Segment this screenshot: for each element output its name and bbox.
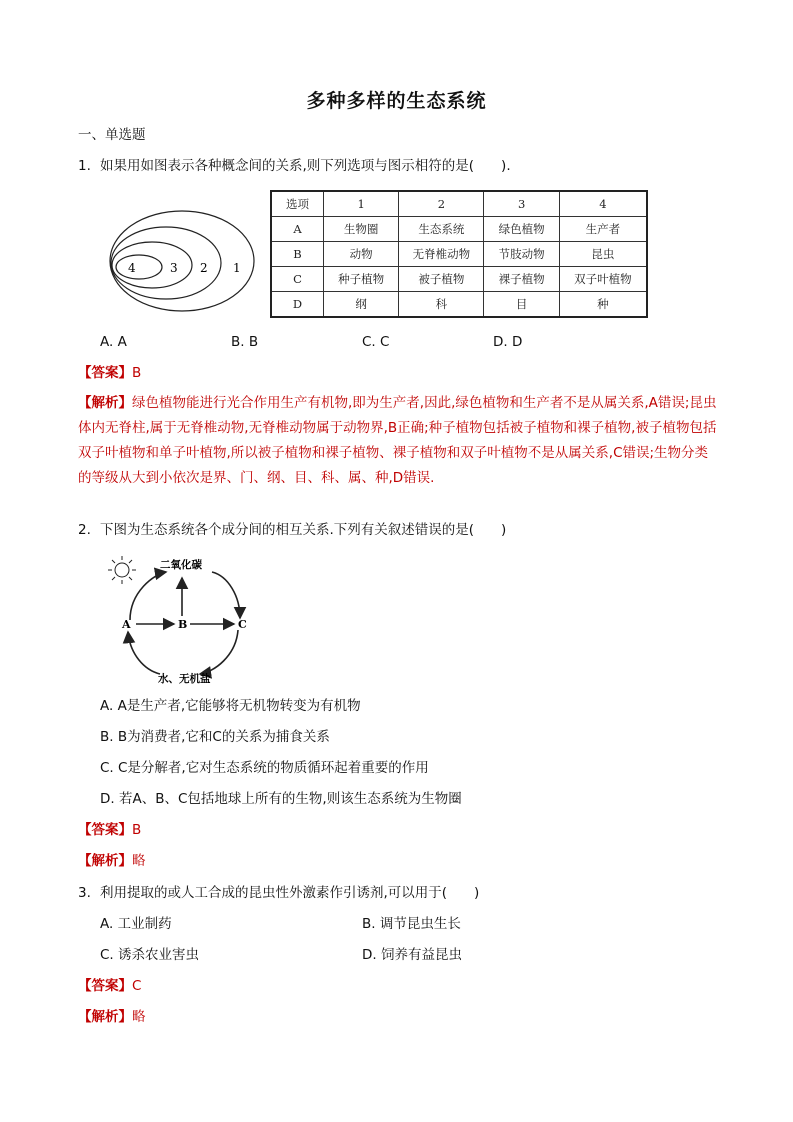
- q1-options-table: [270, 190, 648, 318]
- explain-label: 【解析】: [78, 1009, 132, 1025]
- table-cell: 纲: [323, 292, 398, 318]
- q3-stem: 利用提取的或人工合成的昆虫性外激素作引诱剂,可以用于( ): [100, 885, 480, 901]
- q1-option-d[interactable]: D. D: [493, 334, 523, 350]
- table-cell: 种: [559, 292, 647, 318]
- table-cell: 无脊椎动物: [399, 242, 484, 267]
- q1-option-b[interactable]: B. B: [231, 334, 259, 350]
- answer-value: C: [132, 978, 142, 994]
- q3-option-b[interactable]: B. 调节昆虫生长: [362, 916, 461, 932]
- table-row: [271, 292, 647, 318]
- table-cell: C: [271, 267, 323, 292]
- answer-value: B: [132, 365, 142, 381]
- table-cell: 4: [559, 191, 647, 217]
- table-cell: 动物: [323, 242, 398, 267]
- table-cell: 选项: [271, 191, 323, 217]
- table-cell: 绿色植物: [484, 217, 559, 242]
- table-row: [271, 242, 647, 267]
- q2-stem: 下图为生态系统各个成分间的相互关系.下列有关叙述错误的是( ): [100, 522, 507, 538]
- q1-option-a[interactable]: A. A: [100, 334, 127, 350]
- q1-answer: [78, 364, 141, 382]
- q2-option-c[interactable]: C. C是分解者,它对生态系统的物质循环起着重要的作用: [100, 760, 429, 776]
- table-cell: 种子植物: [323, 267, 398, 292]
- answer-label: 【答案】: [78, 822, 132, 838]
- table-cell: D: [271, 292, 323, 318]
- q1-stem: 如果用如图表示各种概念间的关系,则下列选项与图示相符的是( ).: [100, 158, 511, 174]
- table-cell: 节肢动物: [484, 242, 559, 267]
- table-header-row: [271, 191, 647, 217]
- node-c: C: [238, 618, 247, 631]
- table-cell: 2: [399, 191, 484, 217]
- q2-option-b[interactable]: B. B为消费者,它和C的关系为捕食关系: [100, 729, 330, 745]
- table-row: [271, 267, 647, 292]
- node-a: A: [122, 618, 131, 631]
- table-cell: 目: [484, 292, 559, 318]
- nested-ellipses-diagram: [108, 206, 258, 316]
- q1-explanation: [78, 391, 718, 491]
- table-cell: 生物圈: [323, 217, 398, 242]
- q2-option-a[interactable]: A. A是生产者,它能够将无机物转变为有机物: [100, 698, 361, 714]
- q3-number: 3.: [78, 885, 91, 901]
- q2-option-d[interactable]: D. 若A、B、C包括地球上所有的生物,则该生态系统为生物圈: [100, 791, 462, 807]
- q3-option-a[interactable]: A. 工业制药: [100, 916, 172, 932]
- q3-option-d[interactable]: D. 饲养有益昆虫: [362, 947, 462, 963]
- page-title: 多种多样的生态系统: [306, 90, 487, 112]
- q1-option-c[interactable]: C. C: [362, 334, 390, 350]
- table-cell: 1: [323, 191, 398, 217]
- table-row: [271, 217, 647, 242]
- q1-number: 1.: [78, 158, 91, 174]
- table-cell: 裸子植物: [484, 267, 559, 292]
- answer-label: 【答案】: [78, 365, 132, 381]
- q3-answer: [78, 977, 141, 995]
- q2-answer: [78, 821, 141, 839]
- table-cell: A: [271, 217, 323, 242]
- ellipse-label-1: 1: [233, 261, 241, 275]
- answer-value: B: [132, 822, 142, 838]
- answer-label: 【答案】: [78, 978, 132, 994]
- explain-label: 【解析】: [78, 853, 132, 869]
- ellipse-label-4: 4: [128, 261, 136, 275]
- table-cell: 被子植物: [399, 267, 484, 292]
- table-cell: B: [271, 242, 323, 267]
- ecosystem-cycle-diagram: [104, 552, 256, 686]
- table-cell: 双子叶植物: [559, 267, 647, 292]
- node-b: B: [178, 618, 188, 631]
- q3-explanation: [78, 1008, 146, 1026]
- explain-text: 略: [132, 1009, 146, 1025]
- table-cell: 生产者: [559, 217, 647, 242]
- explain-text: 略: [132, 853, 146, 869]
- sun-icon: [108, 556, 136, 584]
- q2-number: 2.: [78, 522, 91, 538]
- table-cell: 3: [484, 191, 559, 217]
- table-cell: 昆虫: [559, 242, 647, 267]
- table-cell: 科: [399, 292, 484, 318]
- ellipse-label-3: 3: [170, 261, 178, 275]
- q3-option-c[interactable]: C. 诱杀农业害虫: [100, 947, 200, 963]
- label-water-minerals: 水、无机盐: [158, 673, 211, 685]
- explain-label: 【解析】: [78, 395, 132, 411]
- ellipse-label-2: 2: [200, 261, 208, 275]
- section-heading: 一、单选题: [78, 127, 146, 143]
- explain-text: 绿色植物能进行光合作用生产有机物,即为生产者,因此,绿色植物和生产者不是从属关系,A错误;昆虫体内无脊柱,属于无脊椎动物,无脊椎动物属于动物界,B正确;种子植物包括被子植物和裸子植物,被子植物包括双子叶植物和单子叶植物,所以被子植物和裸子植物、裸子植物和双子叶植物不是从属关系,C错误;生物分类的等级从大到小依次是界、门、纲、目、科、属、种,D错误.: [78, 395, 717, 486]
- table-cell: 生态系统: [399, 217, 484, 242]
- label-co2: 二氧化碳: [160, 559, 202, 571]
- q2-explanation: [78, 852, 146, 870]
